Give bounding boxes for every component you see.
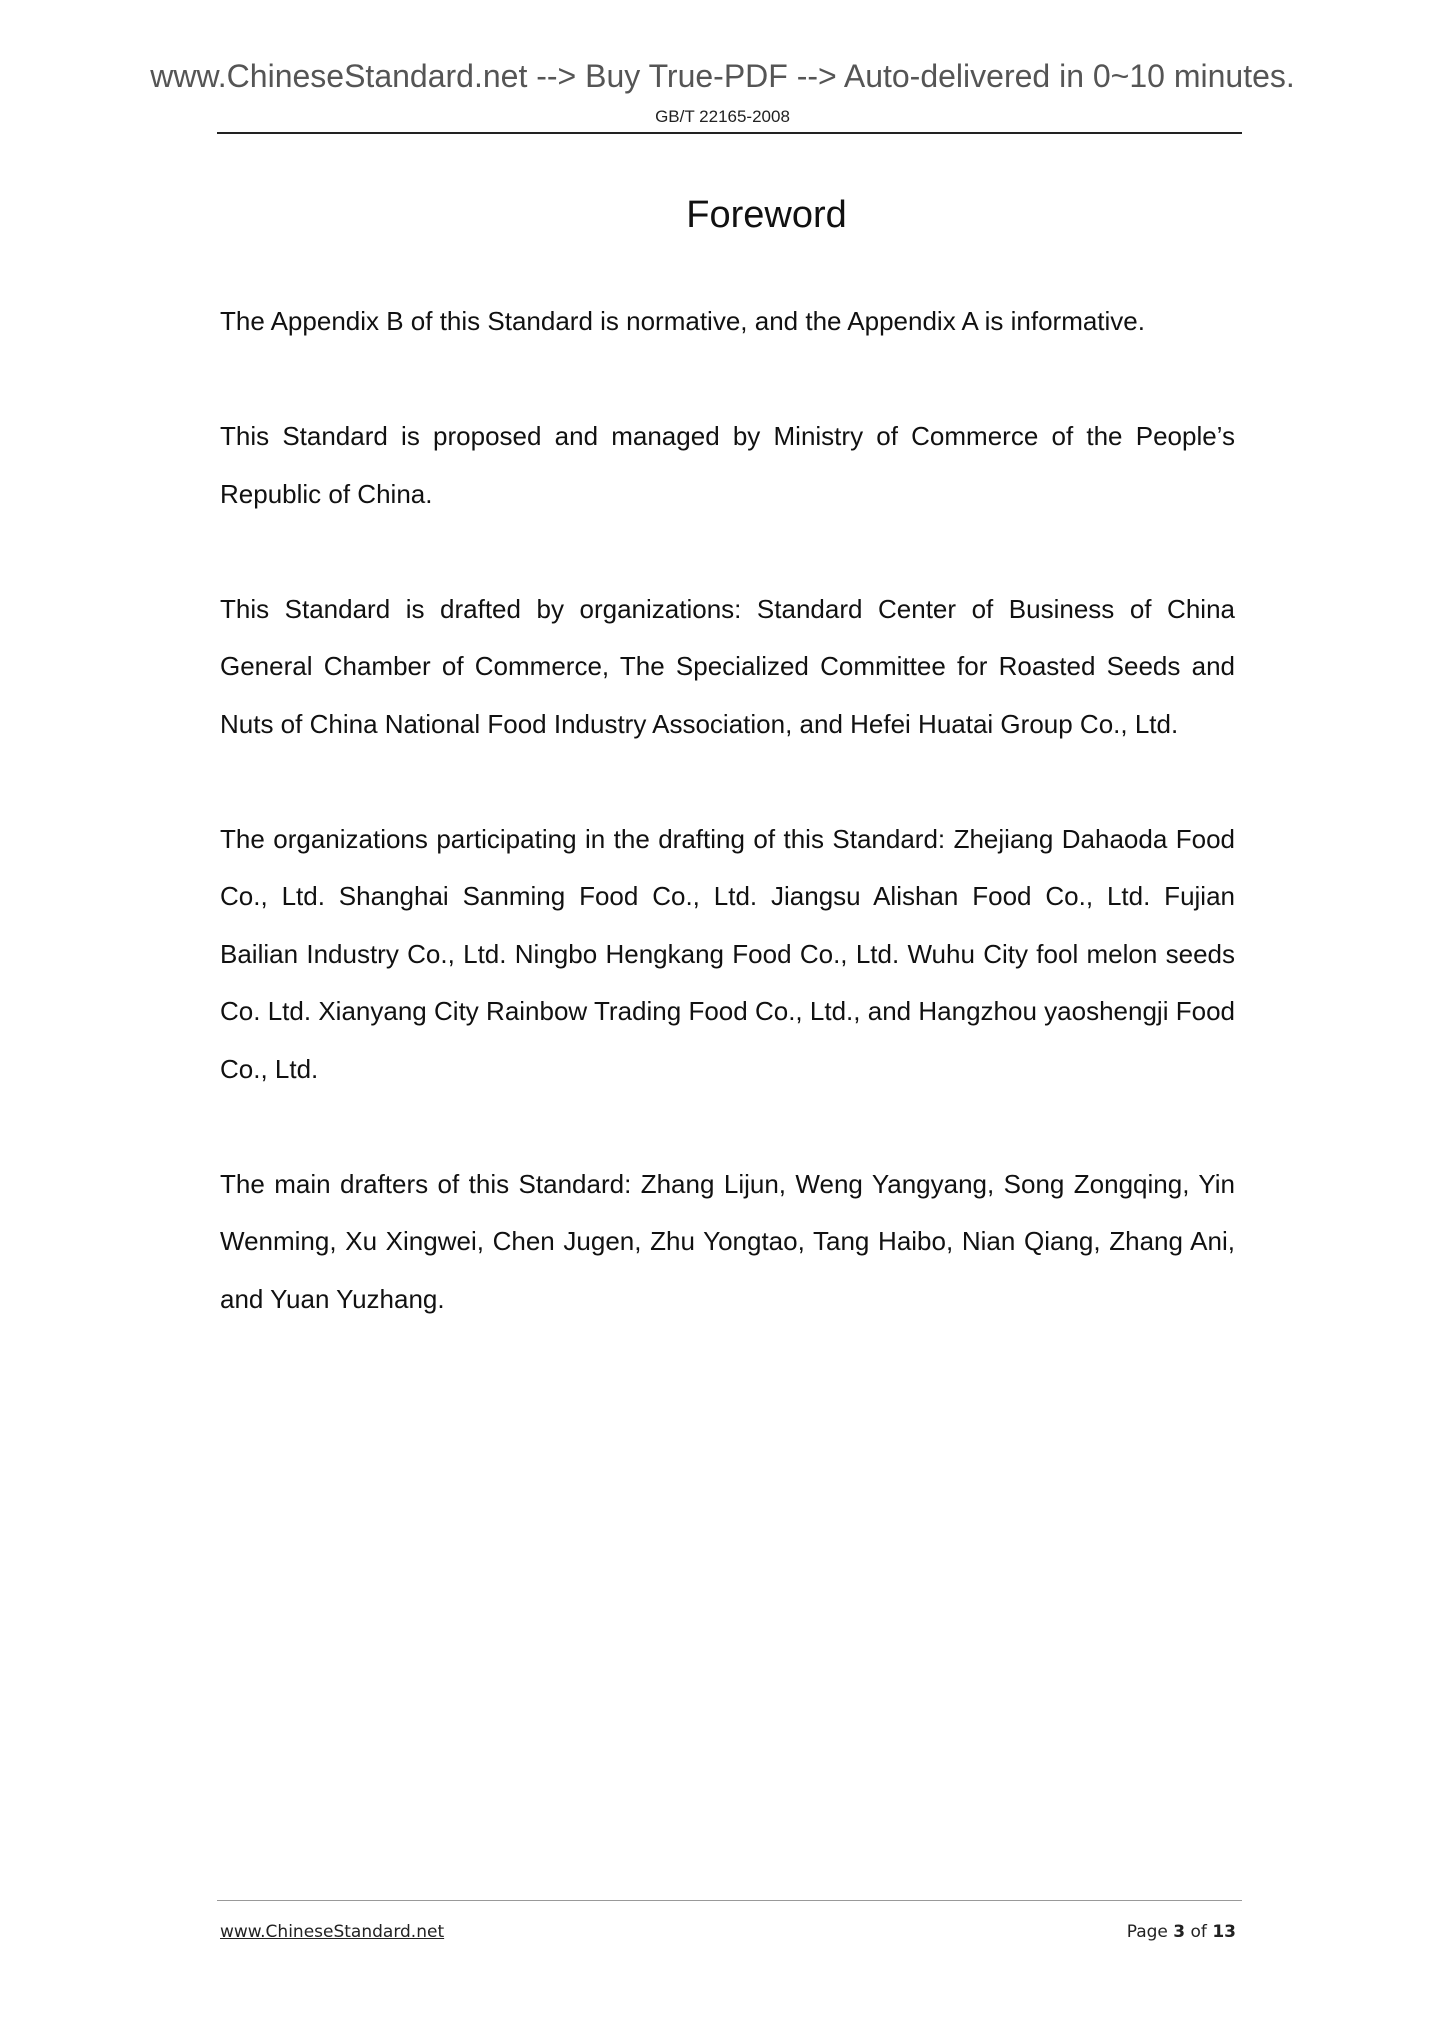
- paragraph-appendix: The Appendix B of this Standard is normative, and the Appendix A is informative.: [220, 306, 1145, 336]
- page-current: 3: [1173, 1922, 1186, 1942]
- paragraph-drafted-by: This Standard is drafted by organizations: Standard Center of Business of China General Chamber of Commerce, The Specialized Committee for Roasted Seeds and Nuts of China National Food Industry Association, and Hefei Huatai Group Co., Ltd.: [220, 593, 1235, 739]
- header-banner: www.ChineseStandard.net --> Buy True-PDF --> Auto-delivered in 0~10 minutes.: [150, 58, 1295, 94]
- paragraph-proposed-by: This Standard is proposed and managed by Ministry of Commerce of the People’s Republic of China.: [220, 421, 1235, 509]
- page-number: [1127, 1920, 1236, 1944]
- page-word: Page: [1126, 1922, 1168, 1942]
- document-code: GB/T 22165-2008: [655, 107, 790, 126]
- footer-divider: [217, 1900, 1242, 1901]
- header-divider: [217, 132, 1242, 134]
- page-of: of: [1190, 1922, 1207, 1942]
- paragraph-main-drafters: The main drafters of this Standard: Zhang Lijun, Weng Yangyang, Song Zongqing, Yin Wenming, Xu Xingwei, Chen Jugen, Zhu Yongtao, Tang Haibo, Nian Qiang, Zhang Ani, and Yuan Yuzhang.: [220, 1168, 1235, 1314]
- page-total: 13: [1212, 1922, 1236, 1942]
- page-title: Foreword: [686, 194, 847, 236]
- foreword-body: [220, 293, 1235, 1386]
- paragraph-participating-organizations: The organizations participating in the drafting of this Standard: Zhejiang Dahaoda Food Co., Ltd. Shanghai Sanming Food Co., Ltd. Jiangsu Alishan Food Co., Ltd. Fujian Bailian Industry Co., Ltd. Ningbo Hengkang Food Co., Ltd. Wuhu City fool melon seeds Co. Ltd. Xianyang City Rainbow Trading Food Co., Ltd., and Hangzhou yaoshengji Food Co., Ltd.: [220, 823, 1235, 1084]
- footer-website-link[interactable]: www.ChineseStandard.net: [220, 1922, 445, 1942]
